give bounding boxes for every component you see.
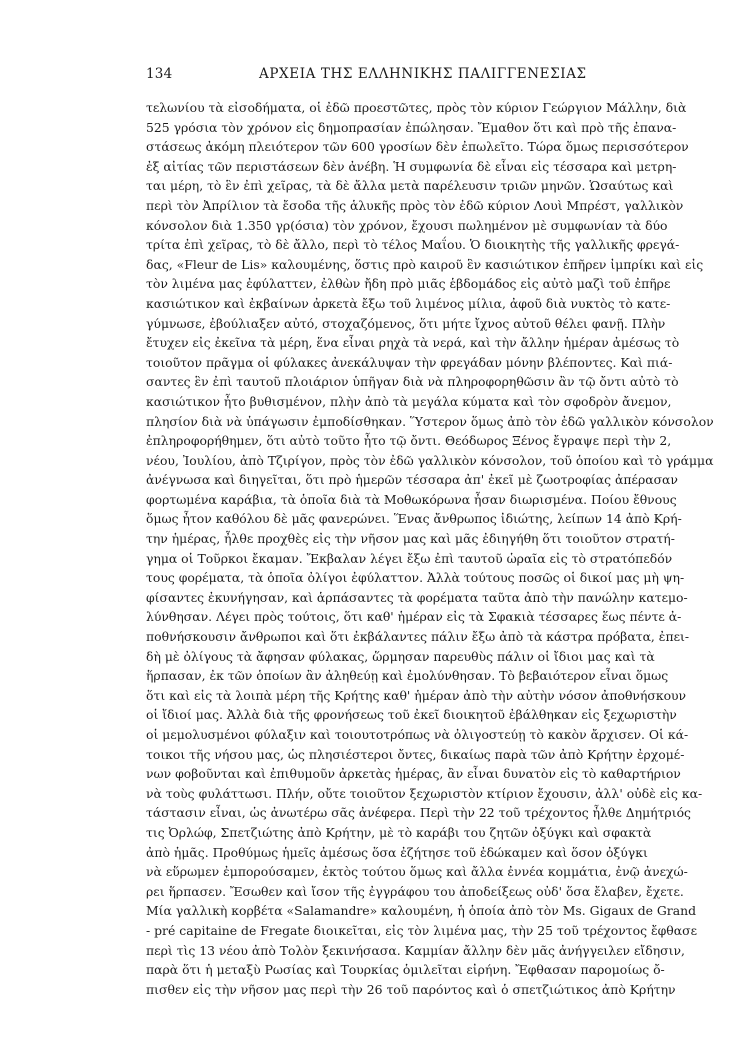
text-line: ἐπληροφορήθημεν, ὅτι αὐτὸ τοῦτο ἦτο τῷ ὄντι. Θεόδωρος Ξένος ἔγραψε περὶ τὴν 2, xyxy=(146,433,672,449)
text-line: περὶ τὶς 13 νέου ἀπὸ Τολὸν ξεκινήσασα. Καμμίαν ἄλλην δὲν μᾶς ἀνήγγειλεν εἴδησιν, xyxy=(146,942,685,958)
text-line: πλησίον διὰ νὰ ὑπάγωσιν ἐμποδίσθηκαν. Ὕστερον ὅμως ἀπὸ τὸν ἐδῶ γαλλικὸν κόνσολον xyxy=(146,413,714,429)
text-line: νὰ εὕρωμεν ἐμπορούσαμεν, ἐκτὸς τούτου ὅμως καὶ ἄλλα ἐννέα κομμάτια, ἐνῷ ἀνεχώ- xyxy=(146,864,688,880)
text-line: ἐξ αἰτίας τῶν περιστάσεων δὲν ἀνέβη. Ἡ συμφωνία δὲ εἶναι εἰς τέσσαρα καὶ μετρη- xyxy=(146,158,677,174)
text-line: ται μέρη, τὸ ἓν ἐπὶ χεῖρας, τὰ δὲ ἄλλα μετὰ παρέλευσιν τριῶν μηνῶν. Ὡσαύτως καὶ xyxy=(146,178,674,194)
text-line: τρίτα ἐπὶ χεῖρας, τὸ δὲ ἄλλο, περὶ τὸ τέλος Μαΐου. Ὁ διοικητὴς τῆς γαλλικῆς φρεγά- xyxy=(146,237,680,253)
page-number: 134 xyxy=(146,66,173,82)
text-line: δὴ μὲ ὀλίγους τὰ ἄφησαν φύλακας, ὥρμησαν παρευθὺς πάλιν οἱ ἴδιοι μας καὶ τὰ xyxy=(146,648,655,664)
text-line: ποθνήσκουσιν ἄνθρωποι καὶ ὅτι ἐκβάλαντες πάλιν ἔξω ἀπὸ τὰ κάστρα πρόβατα, ἐπει- xyxy=(146,629,690,645)
text-line: δας, «Fleur de Lis» καλουμένης, ὅστις πρὸ καιροῦ ἓν κασιώτικον ἐπῆρεν ἰμπρίκι καὶ εἰς xyxy=(146,256,704,272)
text-line: φορτωμένα καράβια, τὰ ὁποῖα διὰ τὰ Μοθωκόρωνα ἦσαν διωρισμένα. Ποίου ἔθνους xyxy=(146,491,677,507)
running-title: ΑΡΧΕΙΑ ΤΗΣ ΕΛΛΗΝΙΚΗΣ ΠΑΛΙΓΓΕΝΕΣΙΑΣ xyxy=(259,66,587,82)
text-line: ἥρπασαν, ἐκ τῶν ὁποίων ἂν ἀληθεύῃ καὶ ἐμολύνθησαν. Τὸ βεβαιότερον εἶναι ὅμως xyxy=(146,668,669,684)
text-line: πισθεν εἰς τὴν νῆσον μας περὶ τὴν 26 τοῦ παρόντος καὶ ὁ σπετζιώτικος ἀπὸ Κρήτην xyxy=(146,981,676,997)
text-line: νὰ τοὺς φυλάττωσι. Πλήν, οὔτε τοιοῦτον ξεχωριστὸν κτίριον ἔχουσιν, ἀλλ' οὐδὲ εἰς κα- xyxy=(146,785,703,801)
text-line: κασιώτικον καὶ ἐκβαίνων ἀρκετὰ ἔξω τοῦ λιμένος μίλια, ἀφοῦ διὰ νυκτὸς τὸ κατε- xyxy=(146,295,671,311)
text-line: οἱ μεμολυσμένοι φύλαξιν καὶ τοιουτοτρόπως νὰ ὀλιγοστεύῃ τὸ κακὸν ἄρχισεν. Οἱ κά- xyxy=(146,727,689,742)
text-line: σαντες ἓν ἐπὶ ταυτοῦ πλοιάριον ὑπῆγαν διὰ νὰ πληροφορηθῶσιν ἂν τῷ ὄντι αὐτὸ τὸ xyxy=(146,374,679,390)
text-line: νων φοβοῦνται καὶ ἐπιθυμοῦν ἀρκετὰς ἡμέρας, ἂν εἶναι δυνατὸν εἰς τὸ καθαρτήριον xyxy=(146,766,681,782)
text-line: ὅμως ἦτον καθόλου δὲ μᾶς φανερώνει. Ἕνας ἄνθρωπος ἰδιώτης, λείπων 14 ἀπὸ Κρή- xyxy=(146,511,682,527)
text-line: Μία γαλλικὴ κορβέτα «Salamandre» καλουμένη, ἡ ὁποία ἀπὸ τὸν Ms. Gigaux de Grand xyxy=(146,903,697,919)
text-line: κασιώτικον ἦτο βυθισμένον, πλὴν ἀπὸ τὰ μεγάλα κύματα καὶ τὸν σφοδρὸν ἄνεμον, xyxy=(146,393,672,409)
text-line: 525 γρόσια τὸν χρόνον εἰς δημοπρασίαν ἐπώλησαν. Ἔμαθον ὅτι καὶ πρὸ τῆς ἐπανα- xyxy=(146,119,677,135)
text-line: οἱ ἴδιοί μας. Ἀλλὰ διὰ τῆς φρονήσεως τοῦ ἐκεῖ διοικητοῦ ἐβάλθηκαν εἰς ξεχωριστὴν xyxy=(146,707,677,723)
text-line: γημα οἱ Τοῦρκοι ἔκαμαν. Ἔκβαλαν λέγει ἔξω ἐπὶ ταυτοῦ ὡραῖα εἰς τὸ στρατόπεδόν xyxy=(146,550,673,566)
text-line: τελωνίου τὰ εἰσοδήματα, οἱ ἐδῶ προεστῶτες, πρὸς τὸν κύριον Γεώργιον Μάλλην, διὰ xyxy=(146,100,687,115)
text-line: τάστασιν εἶναι, ὡς ἀνωτέρω σᾶς ἀνέφερα. Περὶ τὴν 22 τοῦ τρέχοντος ἦλθε Δημήτριός xyxy=(146,805,691,821)
text-line: τους φορέματα, τὰ ὁποῖα ὀλίγοι ἐφύλαττον. Ἀλλὰ τούτους ποσῶς οἱ δικοί μας μὴ ψη- xyxy=(146,570,685,586)
text-line: ἀνέγνωσα καὶ διηγεῖται, ὅτι πρὸ ἡμερῶν τέσσαρα ἀπ' ἐκεῖ μὲ ζωοτροφίας ἀπέρασαν xyxy=(146,472,678,488)
text-line: τοιοῦτον πρᾶγμα οἱ φύλακες ἀνεκάλυψαν τὴν φρεγάδαν μόνην βλέποντες. Καὶ πιά- xyxy=(146,354,673,370)
text-line: παρὰ ὅτι ἡ μεταξὺ Ρωσίας καὶ Τουρκίας ὁμιλεῖται εἰρήνη. Ἔφθασαν παρομοίως ὄ- xyxy=(146,962,665,978)
text-line: τις Ὀρλώφ, Σπετζιώτης ἀπὸ Κρήτην, μὲ τὸ καράβι του ζητῶν ὀξύγκι καὶ σφακτὰ xyxy=(146,824,652,840)
text-line: την ἡμέρας, ἦλθε προχθὲς εἰς τὴν νῆσον μας καὶ μᾶς ἐδιηγήθη ὅτι τοιοῦτον στρατή- xyxy=(146,531,675,547)
text-line: ρει ἥρπασεν. Ἔσωθεν καὶ ἴσον τῆς ἐγγράφου του ἀποδείξεως οὐδ' ὅσα ἔλαβεν, ἔχετε. xyxy=(146,883,684,899)
text-line: - pré capitaine de Fregate διοικεῖται, εἰς τὸν λιμένα μας, τὴν 25 τοῦ τρέχοντος ἔφθασε xyxy=(146,922,698,938)
text-line: τοικοι τῆς νήσου μας, ὡς πλησιέστεροι ὄντες, δικαίως παρὰ τῶν ἀπὸ Κρήτην ἐρχομέ- xyxy=(146,746,685,762)
text-line: φίσαντες ἐκυνήγησαν, καὶ ἁρπάσαντες τὰ φορέματα ταῦτα ἀπὸ τὴν πανώλην κατεμο- xyxy=(146,589,688,605)
text-line: γύμνωσε, ἐβούλιαξεν αὐτό, στοχαζόμενος, ὅτι μήτε ἴχνος αὐτοῦ θέλει φανῇ. Πλὴν xyxy=(146,315,666,331)
text-line: στάσεως ἀκόμη πλειότερον τῶν 600 γροσίων δὲν ἐπωλεῖτο. Τώρα ὅμως περισσότερον xyxy=(146,139,689,155)
text-line: ὅτι καὶ εἰς τὰ λοιπὰ μέρη τῆς Κρήτης καθ' ἡμέραν ἀπὸ τὴν αὐτὴν νόσον ἀποθνήσκουν xyxy=(146,687,687,703)
text-line: νέου, Ἰουλίου, ἀπὸ Τζιρίγον, πρὸς τὸν ἐδῶ γαλλικὸν κόνσολον, τοῦ ὁποίου καὶ τὸ γράμμα xyxy=(146,452,714,468)
text-line: κόνσολον διὰ 1.350 γρ(όσια) τὸν χρόνον, ἔχουσι πωλημένον μὲ συμφωνίαν τὰ δύο xyxy=(146,217,668,233)
text-line: περὶ τὸν Ἀπρίλιον τὰ ἔσοδα τῆς ἁλυκῆς πρὸς τὸν ἐδῶ κύριον Λουὶ Μπρέστ, γαλλικὸν xyxy=(146,197,684,213)
text-line: ἀπὸ ἡμᾶς. Προθύμως ἡμεῖς ἀμέσως ὅσα ἐζήτησε τοῦ ἐδώκαμεν καὶ ὅσον ὀξύγκι xyxy=(146,844,648,860)
text-line: ἔτυχεν εἰς ἐκεῖνα τὰ μέρη, ἕνα εἶναι ρηχὰ τὰ νερά, καὶ τὴν ἄλλην ἡμέραν ἀμέσως τὸ xyxy=(146,335,680,351)
body-text xyxy=(146,98,714,999)
text-line: τὸν λιμένα μας ἐφύλαττεν, ἐλθὼν ἤδη πρὸ μιᾶς ἑβδομάδος εἰς αὐτὸ μαζὶ τοῦ ἐπῆρε xyxy=(146,276,671,292)
text-line: λύνθησαν. Λέγει πρὸς τούτοις, ὅτι καθ' ἡμέραν εἰς τὰ Σφακιὰ τέσσαρες ἕως πέντε ἀ- xyxy=(146,609,682,625)
page-header xyxy=(146,66,606,86)
